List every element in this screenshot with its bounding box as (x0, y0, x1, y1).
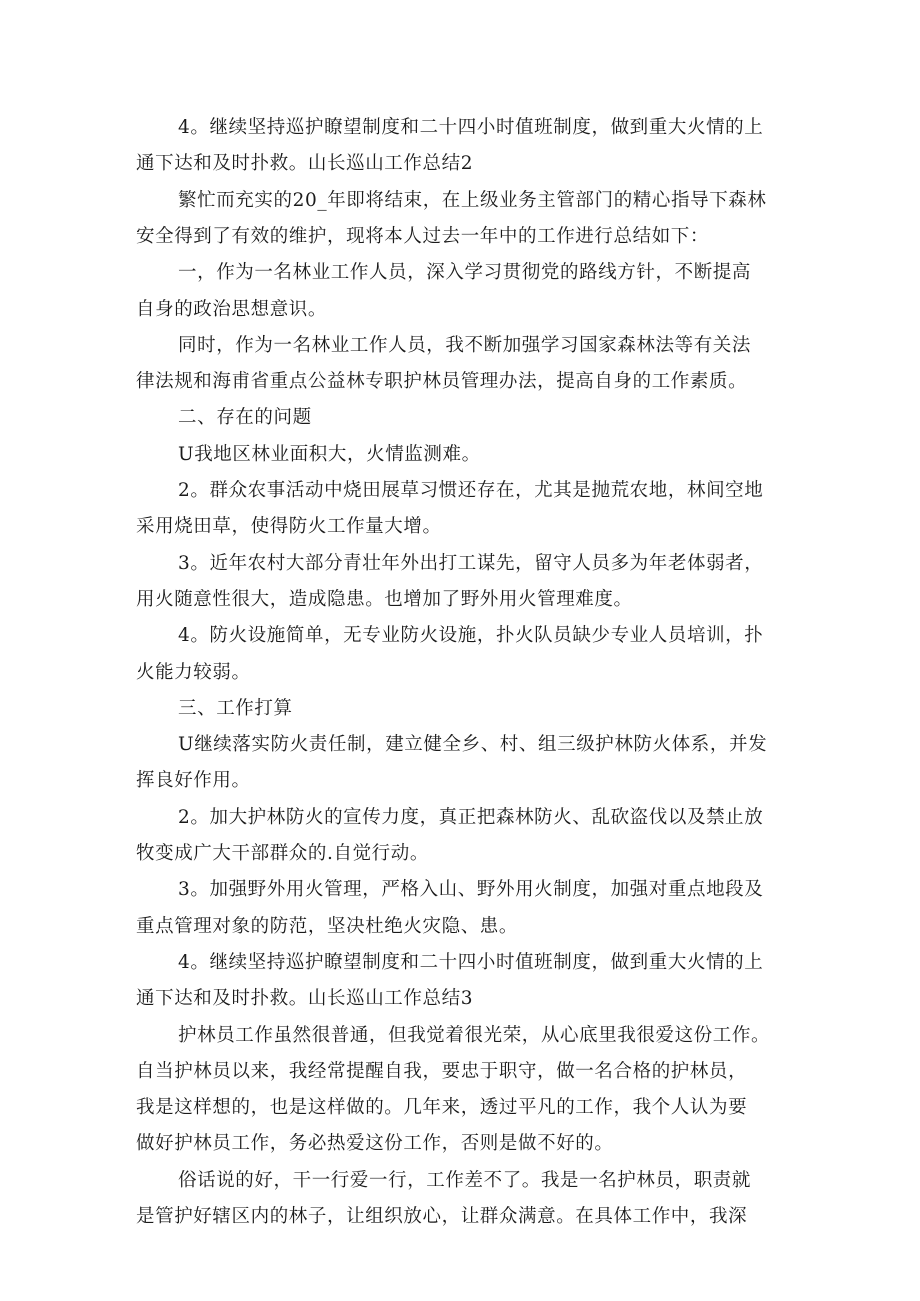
text-line: 同时，作为一名林业工作人员，我不断加强学习国家森林法等有关法 (178, 334, 752, 356)
text-line: 火能力较弱。 (136, 661, 251, 683)
text-line: 挥良好作用。 (136, 770, 251, 792)
text-line: 做好护林员工作，务必热爱这份工作，否则是做不好的。 (136, 1133, 614, 1155)
text-line: 自身的政治思想意识。 (136, 298, 328, 320)
text-line: 3。近年农村大部分青壮年外出打工谋先，留守人员多为年老体弱者， (178, 552, 764, 574)
text-line: 二、存在的问题 (178, 407, 312, 429)
text-line: 我是这样想的，也是这样做的。几年来，透过平凡的工作，我个人认为要 (136, 1097, 748, 1119)
text-line: 自当护林员以来，我经常提醒自我，要忠于职守，做一名合格的护林员， (136, 1060, 748, 1082)
text-line: 重点管理对象的防范，坚决杜绝火灾隐、患。 (136, 915, 519, 937)
text-line: 用火随意性很大，造成隐患。也增加了野外用火管理难度。 (136, 588, 633, 610)
text-line: 俗话说的好，干一行爱一行，工作差不了。我是一名护林员，职责就 (178, 1169, 752, 1191)
text-line: 2。群众农事活动中烧田展草习惯还存在，尤其是抛荒农地，林间空地 (178, 480, 764, 501)
text-line: U继续落实防火责任制，建立健全乡、村、组三级护林防火体系，并发 (178, 734, 768, 756)
text-line: 牧变成广大干部群众的.自觉行动。 (136, 843, 429, 864)
text-line: U我地区林业面积大，火情监测难。 (178, 443, 481, 465)
text-line: 3。加强野外用火管理，严格入山、野外用火制度，加强对重点地段及 (178, 879, 764, 901)
text-line: 一，作为一名林业工作人员，深入学习贯彻党的路线方针，不断提高 (178, 262, 752, 284)
text-line: 繁忙而充实的20_年即将结束，在上级业务主管部门的精心指导下森林 (178, 189, 767, 211)
text-line: 4。继续坚持巡护瞭望制度和二十四小时值班制度，做到重大火情的上 (178, 117, 764, 138)
text-line: 律法规和海甫省重点公益林专职护林员管理办法，提高自身的工作素质。 (136, 371, 748, 393)
text-line: 是管护好辖区内的林子，让组织放心，让群众满意。在具体工作中，我深 (136, 1206, 748, 1227)
text-line: 2。加大护林防火的宣传力度，真正把森林防火、乱砍盗伐以及禁止放 (178, 806, 764, 828)
text-line: 4。防火设施简单，无专业防火设施，扑火队员缺少专业人员培训，扑 (178, 625, 764, 647)
text-line: 护林员工作虽然很普通，但我觉着很光荣，从心底里我很爱这份工作。 (178, 1024, 771, 1046)
text-line: 安全得到了有效的维护，现将本人过去一年中的工作进行总结如下： (136, 225, 710, 247)
text-line: 采用烧田草，使得防火工作量大增。 (136, 516, 442, 538)
text-line: 通下达和及时扑救。山长巡山工作总结2 (136, 153, 474, 175)
text-line: 通下达和及时扑救。山长巡山工作总结3 (136, 988, 474, 1010)
text-line: 三、工作打算 (178, 697, 293, 719)
text-line: 4。继续坚持巡护瞭望制度和二十四小时值班制度，做到重大火情的上 (178, 951, 764, 973)
